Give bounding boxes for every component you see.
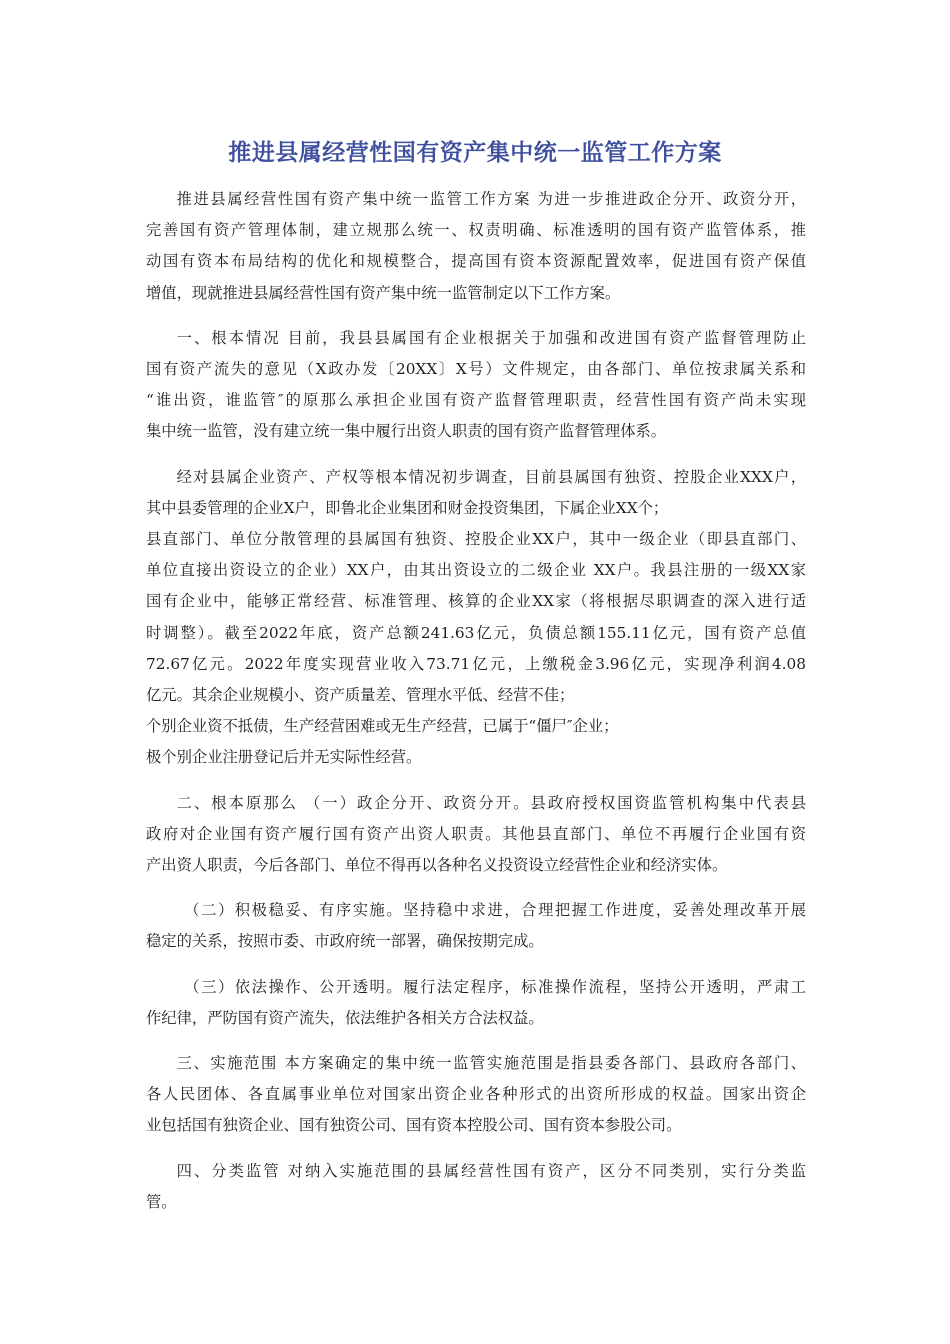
paragraph-intro bbox=[146, 184, 806, 309]
text-line: （三）依法操作、公开透明。履行法定程序，标准操作流程，坚持公开透明，严肃工 bbox=[184, 977, 806, 996]
text-line: 时调整）。截至2022年底，资产总额241.63亿元，负债总额155.11亿元，国有资产总值 bbox=[146, 623, 806, 642]
text-line: 管。 bbox=[146, 1192, 177, 1211]
text-line: 各人民团体、各直属事业单位对国家出资企业各种形式的出资所形成的权益。国家出资企 bbox=[146, 1085, 806, 1104]
document-body bbox=[146, 184, 806, 1232]
text-line: 完善国有资产管理体制，建立规那么统一、权责明确、标准透明的国有资产监管体系，推 bbox=[146, 221, 806, 240]
paragraph-survey bbox=[146, 462, 806, 774]
paragraph-section-1 bbox=[146, 323, 806, 448]
paragraph-section-2-2 bbox=[146, 895, 806, 957]
text-line: 亿元。其余企业规模小、资产质量差、管理水平低、经营不佳； bbox=[146, 686, 575, 705]
text-line: 国有企业中，能够正常经营、标准管理、核算的企业XX家（将根据尽职调查的深入进行适 bbox=[146, 592, 806, 611]
text-line: “谁出资，谁监管″的原那么承担企业国有资产监督管理职责，经营性国有资产尚未实现 bbox=[146, 391, 806, 410]
text-line: 单位直接出资设立的企业）XX户，由其出资设立的二级企业 XX户。我县注册的一级XX家 bbox=[146, 561, 806, 580]
text-line: 三、实施范围 本方案确定的集中统一监管实施范围是指县委各部门、县政府各部门、 bbox=[176, 1054, 806, 1073]
text-line: 业包括国有独资企业、国有独资公司、国有资本控股公司、国有资本参股公司。 bbox=[146, 1116, 682, 1135]
text-line: 作纪律，严防国有资产流失，依法维护各相关方合法权益。 bbox=[146, 1008, 544, 1027]
text-line: 四、分类监管 对纳入实施范围的县属经营性国有资产，区分不同类别，实行分类监 bbox=[176, 1161, 806, 1180]
text-line: 县直部门、单位分散管理的县属国有独资、控股企业XX户，其中一级企业（即县直部门、 bbox=[146, 530, 806, 549]
paragraph-section-2 bbox=[146, 788, 806, 882]
text-line: 二、根本原那么 （一）政企分开、政资分开。县政府授权国资监管机构集中代表县 bbox=[176, 793, 806, 812]
text-line: 产出资人职责，今后各部门、单位不得再以各种名义投资设立经营性企业和经济实体。 bbox=[146, 856, 728, 875]
text-line: 增值，现就推进县属经营性国有资产集中统一监管制定以下工作方案。 bbox=[146, 283, 621, 302]
text-line: 政府对企业国有资产履行国有资产出资人职责。其他县直部门、单位不再履行企业国有资 bbox=[146, 824, 806, 843]
text-line: 72.67亿元。2022年度实现营业收入73.71亿元，上缴税金3.96亿元，实现净利润4.08 bbox=[146, 654, 806, 673]
text-line: 一、根本情况 目前，我县县属国有企业根据关于加强和改进国有资产监督管理防止 bbox=[176, 328, 806, 347]
text-line: 经对县属企业资产、产权等根本情况初步调查，目前县属国有独资、控股企业XXX户， bbox=[176, 467, 806, 486]
text-line: 推进县属经营性国有资产集中统一监管工作方案 为进一步推进政企分开、政资分开， bbox=[176, 190, 806, 208]
paragraph-section-3 bbox=[146, 1048, 806, 1142]
text-line: 个别企业资不抵债，生产经营困难或无生产经营，已属于“僵尸″企业； bbox=[146, 717, 619, 736]
paragraph-section-4 bbox=[146, 1156, 806, 1218]
text-line: 其中县委管理的企业X户，即鲁北企业集团和财金投资集团，下属企业XX个； bbox=[146, 498, 669, 517]
text-line: 动国有资本布局结构的优化和规模整合，提高国有资本资源配置效率，促进国有资产保值 bbox=[146, 252, 806, 271]
document-title: 推进县属经营性国有资产集中统一监管工作方案 bbox=[228, 139, 722, 166]
text-line: 稳定的关系，按照市委、市政府统一部署，确保按期完成。 bbox=[146, 932, 544, 951]
text-line: 集中统一监管，没有建立统一集中履行出资人职责的国有资产监督管理体系。 bbox=[146, 422, 667, 441]
text-line: 国有资产流失的意见（X政办发〔20XX〕X号）文件规定，由各部门、单位按隶属关系和 bbox=[146, 360, 806, 379]
paragraph-section-2-3 bbox=[146, 972, 806, 1034]
text-line: （二）积极稳妥、有序实施。坚持稳中求进，合理把握工作进度，妥善处理改革开展 bbox=[184, 901, 806, 920]
text-line: 极个别企业注册登记后并无实际性经营。 bbox=[146, 748, 422, 767]
